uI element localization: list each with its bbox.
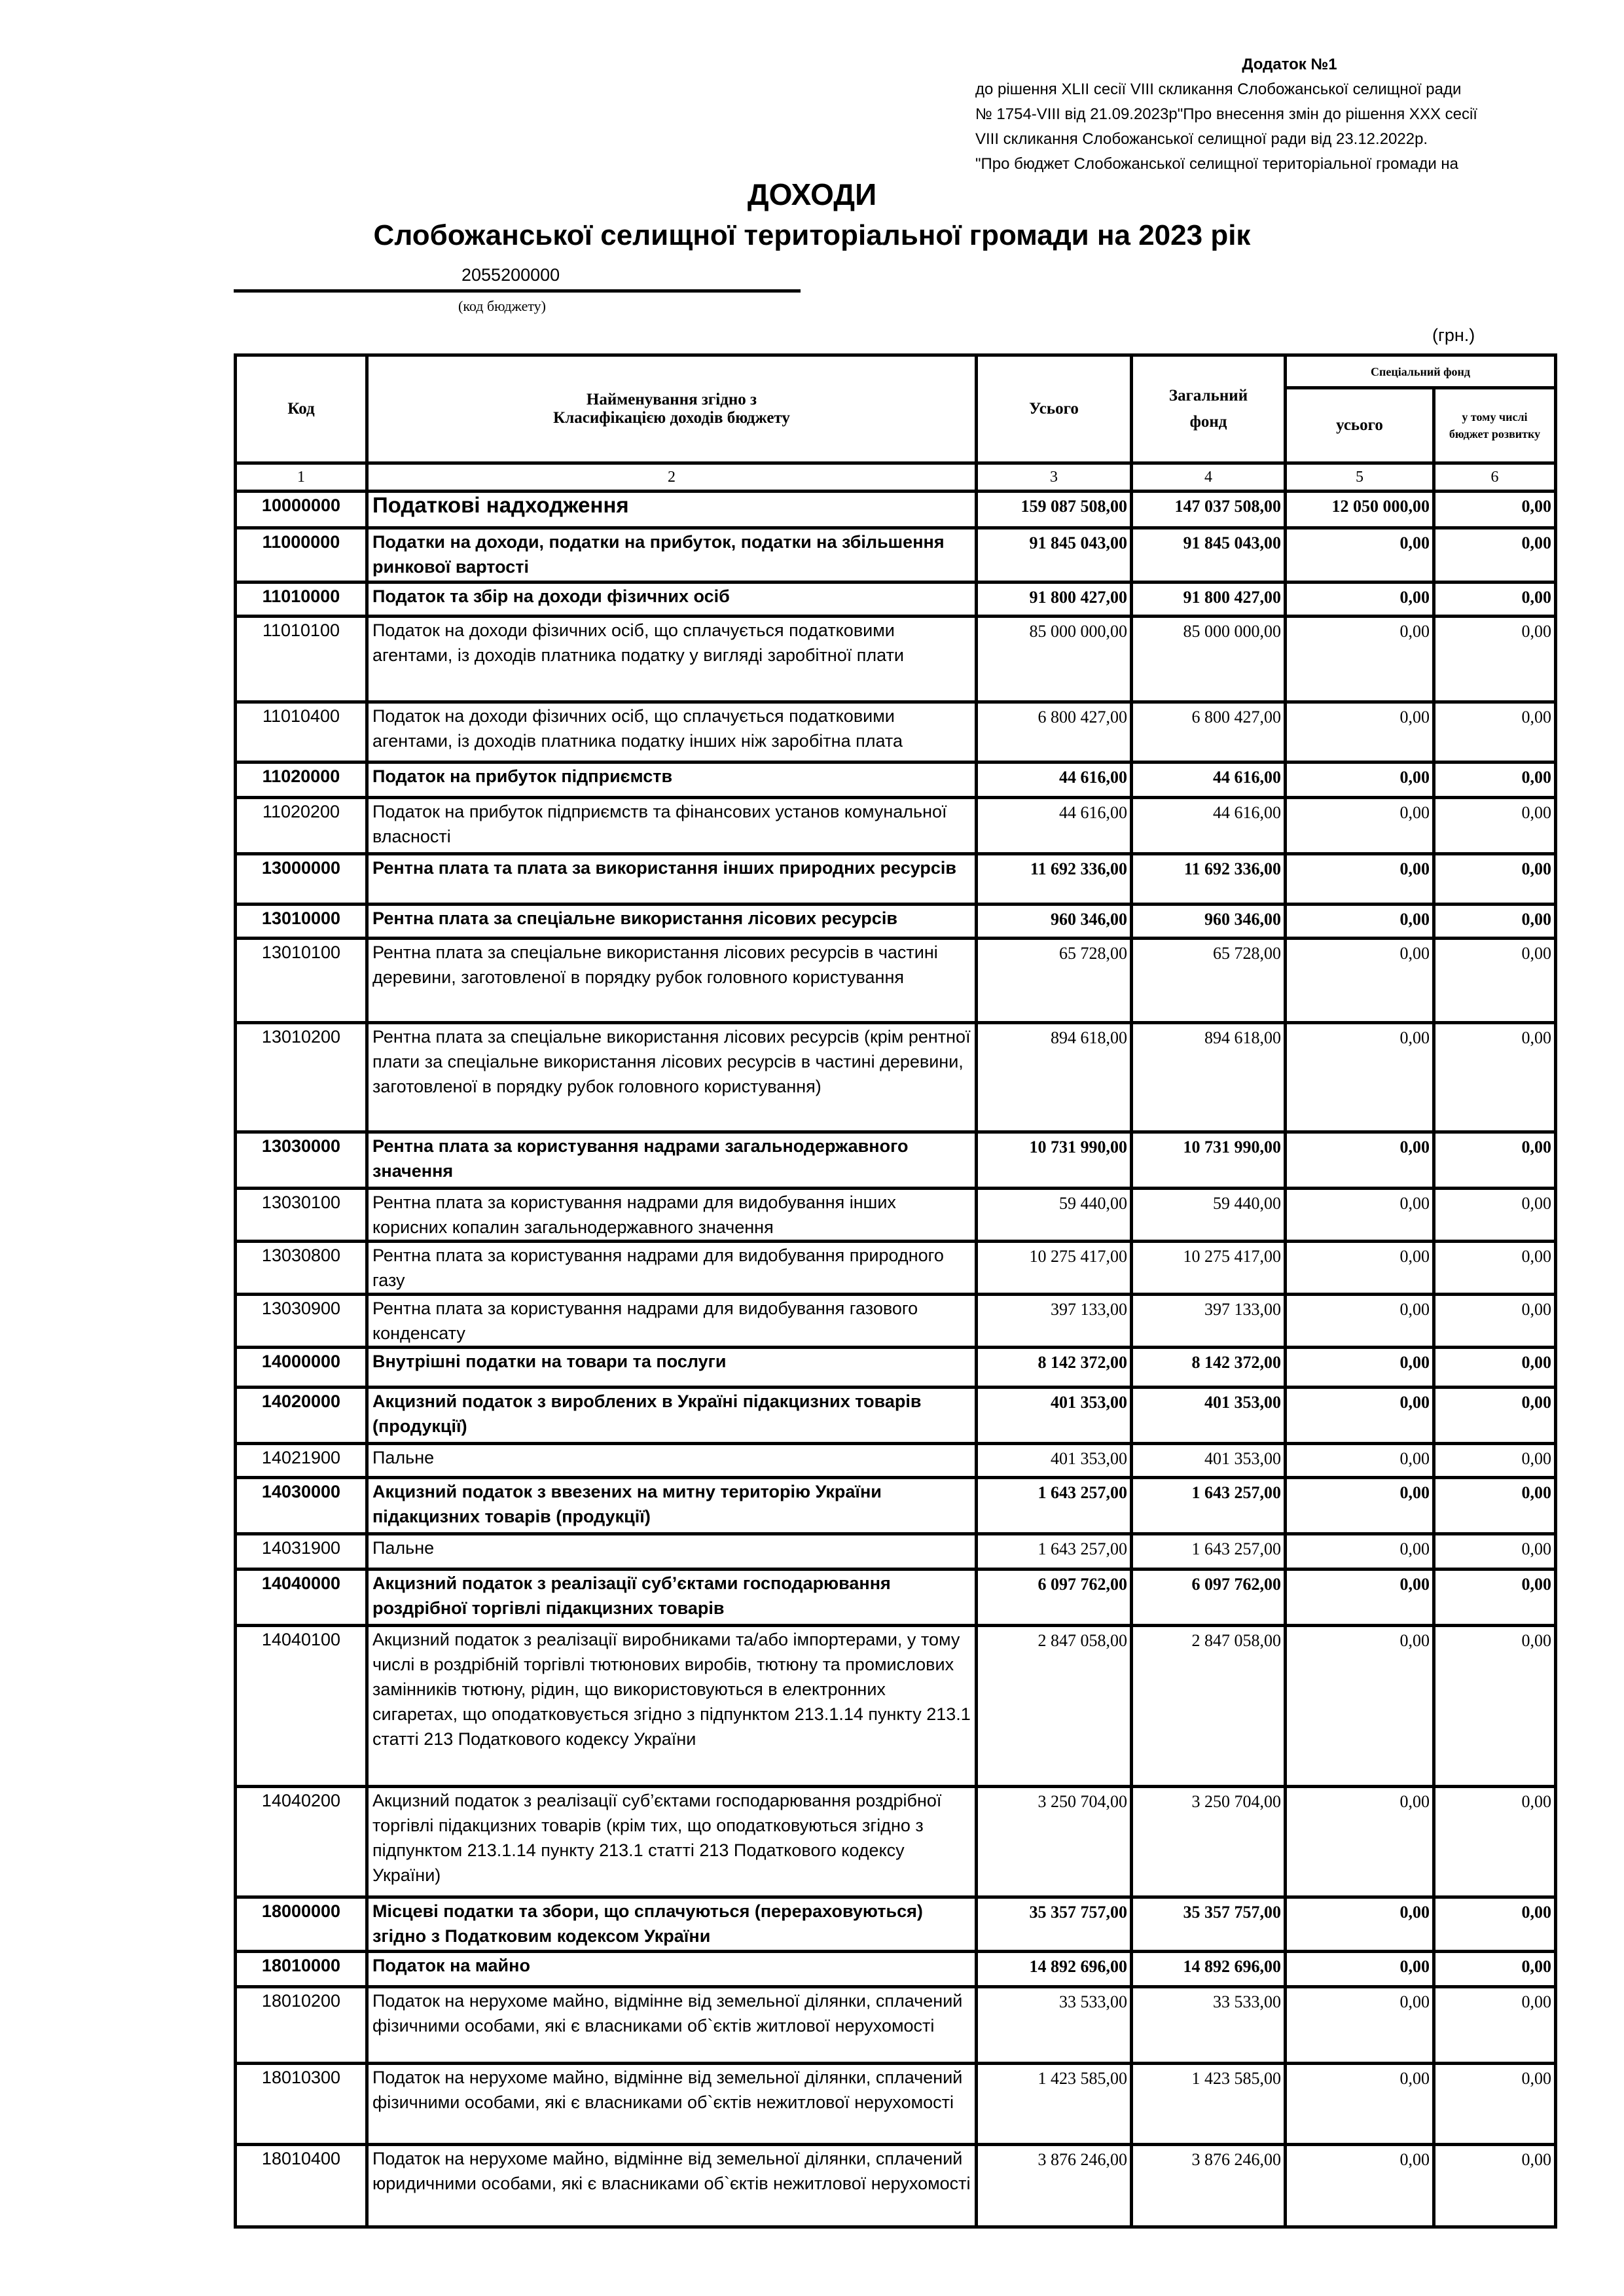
row-special-dev: 0,00 [1434, 1242, 1556, 1295]
row-code: 13010000 [236, 905, 367, 939]
table-row [236, 2145, 1556, 2227]
row-name: Податки на доходи, податки на прибуток, податки на збільшення ринкової вартості [367, 528, 977, 583]
row-special-total: 0,00 [1286, 1534, 1434, 1570]
row-total: 1 423 585,00 [977, 2064, 1132, 2145]
col-number: 2 [367, 463, 977, 492]
row-name: Рентна плата та плата за використання інших природних ресурсів [367, 854, 977, 905]
row-total: 159 087 508,00 [977, 492, 1132, 528]
row-total: 91 800 427,00 [977, 583, 1132, 617]
annex-line: VIII скликання Слобожанської селищної ради від 23.12.2022р. [975, 130, 1428, 148]
row-code: 13030900 [236, 1295, 367, 1348]
row-code: 18010300 [236, 2064, 367, 2145]
row-total: 401 353,00 [977, 1388, 1132, 1444]
row-special-dev: 0,00 [1434, 1023, 1556, 1132]
row-total: 14 892 696,00 [977, 1952, 1132, 1987]
row-special-dev: 0,00 [1434, 528, 1556, 583]
row-special-total: 0,00 [1286, 1897, 1434, 1952]
row-special-total: 0,00 [1286, 1348, 1434, 1388]
row-name: Податок та збір на доходи фізичних осіб [367, 583, 977, 617]
col-header-name: Найменування згідно з Класифікацією доходів бюджету [367, 355, 977, 463]
row-total: 10 731 990,00 [977, 1132, 1132, 1189]
row-name: Податок на нерухоме майно, відмінне від земельної ділянки, сплачений фізичними особами, які є власниками об`єктів житлової нерухомості [367, 1987, 977, 2064]
row-general: 44 616,00 [1132, 762, 1286, 798]
row-special-total: 0,00 [1286, 854, 1434, 905]
row-general: 6 097 762,00 [1132, 1570, 1286, 1626]
row-special-dev: 0,00 [1434, 1444, 1556, 1478]
row-total: 3 876 246,00 [977, 2145, 1132, 2227]
row-special-dev: 0,00 [1434, 583, 1556, 617]
row-general: 401 353,00 [1132, 1444, 1286, 1478]
row-name: Акцизний податок з ввезених на митну територію України підакцизних товарів (продукції) [367, 1478, 977, 1534]
row-name: Рентна плата за спеціальне використання лісових ресурсів (крім рентної плати за спеціальне використання лісових ресурсів в частині деревини, заготовленої в порядку рубок головного користування) [367, 1023, 977, 1132]
row-special-dev: 0,00 [1434, 702, 1556, 762]
row-general: 147 037 508,00 [1132, 492, 1286, 528]
row-general: 35 357 757,00 [1132, 1897, 1286, 1952]
row-general: 91 845 043,00 [1132, 528, 1286, 583]
budget-code-caption: (код бюджету) [458, 298, 546, 314]
row-code: 14020000 [236, 1388, 367, 1444]
row-total: 1 643 257,00 [977, 1534, 1132, 1570]
row-special-total: 0,00 [1286, 905, 1434, 939]
row-general: 397 133,00 [1132, 1295, 1286, 1348]
row-code: 13030000 [236, 1132, 367, 1189]
row-special-total: 0,00 [1286, 2064, 1434, 2145]
table-row [236, 1348, 1556, 1388]
row-general: 10 275 417,00 [1132, 1242, 1286, 1295]
row-code: 11000000 [236, 528, 367, 583]
revenue-table [234, 353, 1557, 2229]
row-total: 401 353,00 [977, 1444, 1132, 1478]
row-general: 1 423 585,00 [1132, 2064, 1286, 2145]
row-total: 6 097 762,00 [977, 1570, 1132, 1626]
row-general: 65 728,00 [1132, 939, 1286, 1023]
row-special-dev: 0,00 [1434, 617, 1556, 702]
row-name: Податкові надходження [367, 492, 977, 528]
row-code: 11020200 [236, 798, 367, 854]
col-number: 3 [977, 463, 1132, 492]
row-special-dev: 0,00 [1434, 1348, 1556, 1388]
col-number: 4 [1132, 463, 1286, 492]
annex-line: "Про бюджет Слобожанської селищної територіальної громади на [975, 155, 1458, 173]
row-special-dev: 0,00 [1434, 1189, 1556, 1242]
table-row [236, 1534, 1556, 1570]
row-general: 3 876 246,00 [1132, 2145, 1286, 2227]
table-row [236, 762, 1556, 798]
row-special-total: 0,00 [1286, 583, 1434, 617]
row-code: 14040100 [236, 1626, 367, 1787]
row-name: Рентна плата за користування надрами загальнодержавного значення [367, 1132, 977, 1189]
row-name: Податок на нерухоме майно, відмінне від земельної ділянки, сплачений фізичними особами, які є власниками об`єктів нежитлової нерухомості [367, 2064, 977, 2145]
currency-unit: (грн.) [1432, 325, 1475, 345]
row-special-total: 0,00 [1286, 1478, 1434, 1534]
table-row [236, 854, 1556, 905]
row-special-total: 0,00 [1286, 1570, 1434, 1626]
row-code: 10000000 [236, 492, 367, 528]
row-special-dev: 0,00 [1434, 854, 1556, 905]
row-general: 11 692 336,00 [1132, 854, 1286, 905]
row-code: 18010000 [236, 1952, 367, 1987]
table-row [236, 1444, 1556, 1478]
col-header-code: Код [236, 355, 367, 463]
row-code: 14040000 [236, 1570, 367, 1626]
row-special-total: 0,00 [1286, 1987, 1434, 2064]
annex-line: № 1754-VIII від 21.09.2023р"Про внесення змін до рішення XXX сесії [975, 105, 1477, 123]
row-special-dev: 0,00 [1434, 905, 1556, 939]
row-general: 894 618,00 [1132, 1023, 1286, 1132]
page-title: ДОХОДИ [747, 177, 877, 211]
row-special-total: 0,00 [1286, 1023, 1434, 1132]
row-general: 33 533,00 [1132, 1987, 1286, 2064]
col-number: 6 [1434, 463, 1556, 492]
row-special-total: 0,00 [1286, 702, 1434, 762]
table-row [236, 1570, 1556, 1626]
row-name: Внутрішні податки на товари та послуги [367, 1348, 977, 1388]
annex-line: до рішення XLII сесії VIII скликання Слобожанської селищної ради [975, 81, 1462, 98]
row-total: 8 142 372,00 [977, 1348, 1132, 1388]
table-row [236, 1242, 1556, 1295]
row-special-dev: 0,00 [1434, 1478, 1556, 1534]
row-general: 85 000 000,00 [1132, 617, 1286, 702]
row-special-dev: 0,00 [1434, 1534, 1556, 1570]
row-general: 2 847 058,00 [1132, 1626, 1286, 1787]
row-special-dev: 0,00 [1434, 2064, 1556, 2145]
row-special-dev: 0,00 [1434, 1787, 1556, 1897]
col-number: 5 [1286, 463, 1434, 492]
row-code: 14040200 [236, 1787, 367, 1897]
table-row [236, 583, 1556, 617]
row-general: 10 731 990,00 [1132, 1132, 1286, 1189]
row-name: Рентна плата за користування надрами для видобування природного газу [367, 1242, 977, 1295]
row-code: 11010400 [236, 702, 367, 762]
col-number: 1 [236, 463, 367, 492]
row-total: 44 616,00 [977, 762, 1132, 798]
row-code: 13010200 [236, 1023, 367, 1132]
annex-header [975, 52, 1564, 177]
row-code: 13000000 [236, 854, 367, 905]
row-name: Рентна плата за спеціальне використання лісових ресурсів в частині деревини, заготовленої в порядку рубок головного користування [367, 939, 977, 1023]
row-general: 6 800 427,00 [1132, 702, 1286, 762]
row-special-total: 12 050 000,00 [1286, 492, 1434, 528]
row-total: 2 847 058,00 [977, 1626, 1132, 1787]
row-special-dev: 0,00 [1434, 1626, 1556, 1787]
row-code: 18010200 [236, 1987, 367, 2064]
row-code: 13010100 [236, 939, 367, 1023]
col-header-special: Спеціальний фонд [1286, 355, 1556, 388]
row-special-total: 0,00 [1286, 1787, 1434, 1897]
table-row [236, 702, 1556, 762]
row-special-dev: 0,00 [1434, 1132, 1556, 1189]
row-total: 65 728,00 [977, 939, 1132, 1023]
row-special-dev: 0,00 [1434, 1295, 1556, 1348]
row-special-dev: 0,00 [1434, 1570, 1556, 1626]
row-code: 14021900 [236, 1444, 367, 1478]
row-name: Місцеві податки та збори, що сплачуються (перераховуються) згідно з Податковим кодексом України [367, 1897, 977, 1952]
row-general: 3 250 704,00 [1132, 1787, 1286, 1897]
row-total: 960 346,00 [977, 905, 1132, 939]
row-total: 3 250 704,00 [977, 1787, 1132, 1897]
row-special-total: 0,00 [1286, 1189, 1434, 1242]
row-code: 11010000 [236, 583, 367, 617]
row-special-dev: 0,00 [1434, 939, 1556, 1023]
row-special-total: 0,00 [1286, 1132, 1434, 1189]
row-total: 10 275 417,00 [977, 1242, 1132, 1295]
row-special-dev: 0,00 [1434, 762, 1556, 798]
row-special-dev: 0,00 [1434, 2145, 1556, 2227]
budget-code: 2055200000 [461, 265, 560, 285]
table-row [236, 1897, 1556, 1952]
col-header-special-total: усього [1286, 388, 1434, 463]
table-row [236, 528, 1556, 583]
row-general: 960 346,00 [1132, 905, 1286, 939]
row-special-total: 0,00 [1286, 528, 1434, 583]
row-name: Акцизний податок з реалізації суб’єктами господарювання роздрібної торгівлі підакцизних товарів (крім тих, що оподатковуються згідно з підпунктом 213.1.14 пункту 213.1 статті 213 Податкового кодексу України) [367, 1787, 977, 1897]
row-total: 6 800 427,00 [977, 702, 1132, 762]
row-general: 91 800 427,00 [1132, 583, 1286, 617]
table-row [236, 905, 1556, 939]
row-code: 11010100 [236, 617, 367, 702]
row-special-total: 0,00 [1286, 2145, 1434, 2227]
table-row [236, 1987, 1556, 2064]
row-general: 1 643 257,00 [1132, 1534, 1286, 1570]
row-name: Акцизний податок з вироблених в Україні підакцизних товарів (продукції) [367, 1388, 977, 1444]
row-code: 11020000 [236, 762, 367, 798]
row-general: 401 353,00 [1132, 1388, 1286, 1444]
table-row [236, 1952, 1556, 1987]
row-name: Податок на доходи фізичних осіб, що сплачується податковими агентами, із доходів платника податку інших ніж заробітна плата [367, 702, 977, 762]
row-total: 85 000 000,00 [977, 617, 1132, 702]
row-name: Пальне [367, 1444, 977, 1478]
row-code: 14031900 [236, 1534, 367, 1570]
table-row [236, 1295, 1556, 1348]
row-special-dev: 0,00 [1434, 798, 1556, 854]
budget-code-underline [234, 289, 801, 293]
row-total: 59 440,00 [977, 1189, 1132, 1242]
table-row [236, 1787, 1556, 1897]
row-general: 44 616,00 [1132, 798, 1286, 854]
row-code: 13030100 [236, 1189, 367, 1242]
row-special-dev: 0,00 [1434, 1987, 1556, 2064]
row-total: 91 845 043,00 [977, 528, 1132, 583]
row-name: Рентна плата за користування надрами для видобування газового конденсату [367, 1295, 977, 1348]
table-row [236, 1388, 1556, 1444]
row-code: 18010400 [236, 2145, 367, 2227]
row-special-total: 0,00 [1286, 798, 1434, 854]
row-special-total: 0,00 [1286, 1295, 1434, 1348]
row-special-total: 0,00 [1286, 1626, 1434, 1787]
row-special-dev: 0,00 [1434, 1952, 1556, 1987]
table-row [236, 1023, 1556, 1132]
row-special-total: 0,00 [1286, 1444, 1434, 1478]
row-general: 59 440,00 [1132, 1189, 1286, 1242]
row-special-dev: 0,00 [1434, 1897, 1556, 1952]
row-name: Податок на прибуток підприємств та фінансових установ комунальної власності [367, 798, 977, 854]
row-name: Податок на прибуток підприємств [367, 762, 977, 798]
row-special-dev: 0,00 [1434, 492, 1556, 528]
row-general: 1 643 257,00 [1132, 1478, 1286, 1534]
row-code: 18000000 [236, 1897, 367, 1952]
row-total: 1 643 257,00 [977, 1478, 1132, 1534]
row-special-total: 0,00 [1286, 1952, 1434, 1987]
table-row [236, 1478, 1556, 1534]
row-name: Рентна плата за спеціальне використання лісових ресурсів [367, 905, 977, 939]
row-name: Податок на нерухоме майно, відмінне від земельної ділянки, сплачений юридичними особами, які є власниками об`єктів нежитлової нерухомості [367, 2145, 977, 2227]
table-row [236, 1189, 1556, 1242]
row-total: 397 133,00 [977, 1295, 1132, 1348]
row-special-total: 0,00 [1286, 617, 1434, 702]
row-special-total: 0,00 [1286, 1242, 1434, 1295]
col-header-special-dev: у тому числі бюджет розвитку [1434, 388, 1556, 463]
row-total: 44 616,00 [977, 798, 1132, 854]
row-name: Рентна плата за користування надрами для видобування інших корисних копалин загальнодержавного значення [367, 1189, 977, 1242]
annex-number: Додаток №1 [1242, 56, 1337, 73]
row-name: Пальне [367, 1534, 977, 1570]
row-total: 894 618,00 [977, 1023, 1132, 1132]
row-special-dev: 0,00 [1434, 1388, 1556, 1444]
row-code: 13030800 [236, 1242, 367, 1295]
row-code: 14030000 [236, 1478, 367, 1534]
table-row [236, 798, 1556, 854]
row-general: 8 142 372,00 [1132, 1348, 1286, 1388]
row-special-total: 0,00 [1286, 1388, 1434, 1444]
table-row [236, 939, 1556, 1023]
table-row [236, 617, 1556, 702]
row-special-total: 0,00 [1286, 762, 1434, 798]
row-code: 14000000 [236, 1348, 367, 1388]
table-row [236, 2064, 1556, 2145]
table-row [236, 1626, 1556, 1787]
row-name: Акцизний податок з реалізації виробниками та/або імпортерами, у тому числі в роздрібній торгівлі тютюнових виробів, тютюну та промислових замінників тютюну, рідин, що використовуються в електронних сигаретах, що оподатковується згідно з підпунктом 213.1.14 пункту 213.1 статті 213 Податкового кодексу України [367, 1626, 977, 1787]
table-row [236, 492, 1556, 528]
row-name: Податок на доходи фізичних осіб, що сплачується податковими агентами, із доходів платника податку у вигляді заробітної плати [367, 617, 977, 702]
table-row [236, 1132, 1556, 1189]
col-header-general: Загальний фонд [1132, 355, 1286, 463]
row-name: Податок на майно [367, 1952, 977, 1987]
row-name: Акцизний податок з реалізації суб’єктами господарювання роздрібної торгівлі підакцизних товарів [367, 1570, 977, 1626]
row-total: 35 357 757,00 [977, 1897, 1132, 1952]
page-subtitle: Слобожанської селищної територіальної громади на 2023 рік [373, 219, 1251, 251]
row-special-total: 0,00 [1286, 939, 1434, 1023]
row-total: 33 533,00 [977, 1987, 1132, 2064]
row-total: 11 692 336,00 [977, 854, 1132, 905]
col-header-total: Усього [977, 355, 1132, 463]
row-general: 14 892 696,00 [1132, 1952, 1286, 1987]
